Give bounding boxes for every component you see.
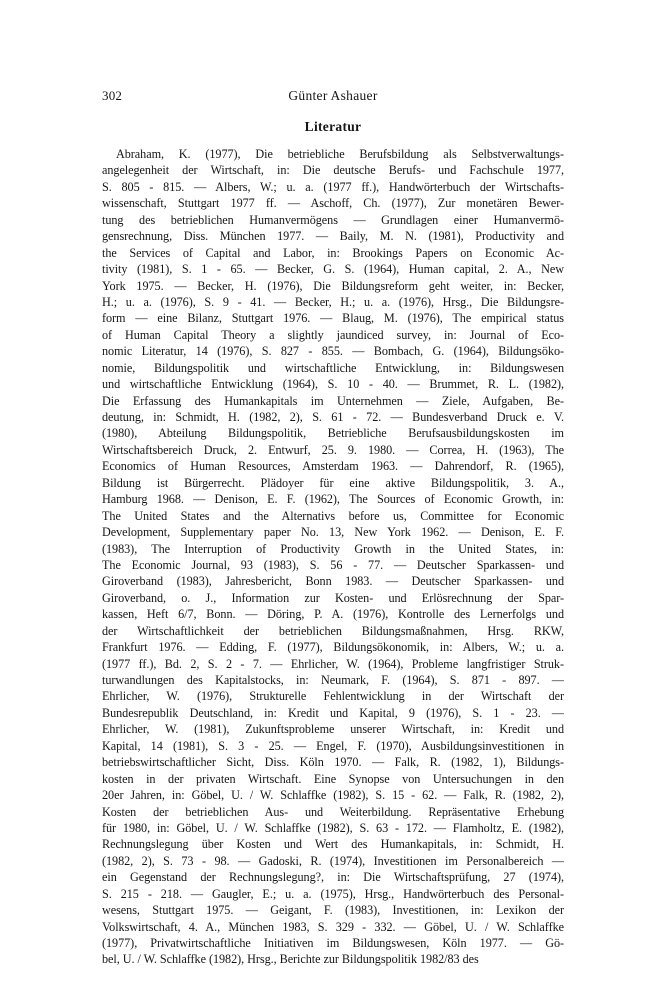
page-header: [102, 88, 564, 104]
text-line: (1980), Abteilung Bildungspolitik, Betriebliche Berufsausbildungskosten im: [102, 426, 564, 441]
text-line: Wirtschaftsbereich Druck, 2. Entwurf, 25. 9. 1980. — Correa, H. (1963), The: [102, 442, 564, 457]
text-line: betriebswirtschaftlicher Sicht, Diss. Köln 1970. — Falk, R. (1982, 1), Bildungs-: [102, 755, 564, 770]
text-line: angelegenheit der Wirtschaft, in: Die deutsche Berufs- und Fachschule 1977,: [102, 163, 564, 178]
text-line: und wirtschaftliche Entwicklung (1964), S. 10 - 40. — Brummet, R. L. (1982),: [102, 377, 564, 392]
text-line: (1983), The Interruption of Productivity Growth in the United States, in:: [102, 541, 564, 556]
text-line: (1977 ff.), Bd. 2, S. 2 - 7. — Ehrlicher, W. (1964), Probleme langfristiger Struk-: [102, 656, 564, 671]
text-line: ein Gegenstand der Rechnungslegung?, in: Die Wirtschaftsprüfung, 27 (1974),: [102, 870, 564, 885]
text-line: wissenschaft, Stuttgart 1977 ff. — Aschoff, Ch. (1977), Zur monetären Bewer-: [102, 196, 564, 211]
text-line: form — eine Bilanz, Stuttgart 1976. — Blaug, M. (1976), The empirical status: [102, 311, 564, 326]
text-line: (1982, 2), S. 73 - 98. — Gadoski, R. (1974), Investitionen im Personalbereich —: [102, 853, 564, 868]
text-line: Development, Supplementary paper No. 13, New York 1962. — Denison, E. F.: [102, 525, 564, 540]
text-line: S. 215 - 218. — Gaugler, E.; u. a. (1975), Hrsg., Handwörterbuch des Personal-: [102, 886, 564, 901]
bibliography-text: [102, 146, 564, 968]
text-line: bel, U. / W. Schlaffke (1982), Hrsg., Berichte zur Bildungspolitik 1982/83 des: [102, 952, 479, 967]
text-line: tung des betrieblichen Humanvermögens — Grundlagen einer Humanvermö-: [102, 212, 564, 227]
text-line: nomic Literatur, 14 (1976), S. 827 - 855. — Bombach, G. (1964), Bildungsöko-: [102, 344, 564, 359]
text-line: deutung, in: Schmidt, H. (1982, 2), S. 61 - 72. — Bundesverband Druck e. V.: [102, 410, 564, 424]
text-line: Economics of Human Resources, Amsterdam 1963. — Dahrendorf, R. (1965),: [102, 459, 564, 474]
text-line: gensrechnung, Diss. München 1977. — Baily, M. N. (1981), Productivity and: [102, 229, 564, 244]
text-line: kassen, Heft 6/7, Bonn. — Döring, P. A. (1976), Kontrolle des Lernerfolgs und: [102, 607, 564, 622]
text-line: Bundesrepublik Deutschland, in: Kredit und Kapital, 9 (1976), S. 1 - 23. —: [102, 705, 564, 720]
page-number: 302: [102, 88, 123, 103]
text-line: für 1980, in: Göbel, U. / W. Schlaffke (1982), S. 63 - 172. — Flamholtz, E. (1982),: [102, 820, 564, 835]
text-line: Kosten der betrieblichen Aus- und Weiterbildung. Repräsentative Erhebung: [102, 804, 564, 819]
text-line: 20er Jahren, in: Göbel, U. / W. Schlaffke (1982), S. 15 - 62. — Falk, R. (1982, 2),: [102, 788, 564, 803]
text-line: Giroverband (1983), Jahresbericht, Bonn 1983. — Deutscher Sparkassen- und: [102, 574, 564, 589]
text-line: Frankfurt 1976. — Edding, F. (1977), Bildungsökonomik, in: Albers, W.; u. a.: [102, 640, 564, 655]
text-line: The Economic Journal, 93 (1983), S. 56 - 77. — Deutscher Sparkassen- und: [102, 557, 564, 572]
text-line: wesens, Stuttgart 1975. — Geigant, F. (1983), Investitionen, in: Lexikon der: [102, 903, 564, 918]
text-line: Bildung ist Bürgerrecht. Plädoyer für eine aktive Bildungspolitik, 3. A.,: [102, 475, 564, 490]
text-line: nomie, Bildungspolitik und wirtschaftliche Entwicklung, in: Bildungswesen: [102, 360, 564, 375]
text-line: Abraham, K. (1977), Die betriebliche Berufsbildung als Selbstverwaltungs-: [116, 147, 564, 161]
text-line: Die Erfassung des Humankapitals im Unternehmen — Ziele, Aufgaben, Be-: [102, 393, 564, 408]
text-line: Giroverband, o. J., Information zur Kosten- und Erlösrechnung der Spar-: [102, 590, 564, 605]
text-line: the Services of Capital and Labor, in: Brookings Papers on Economic Ac-: [102, 245, 564, 260]
text-line: (1977), Privatwirtschaftliche Initiativen im Bildungswesen, Köln 1977. — Gö-: [102, 936, 564, 950]
text-line: Kapital, 14 (1981), S. 3 - 25. — Engel, F. (1970), Ausbildungsinvestitionen in: [102, 738, 564, 753]
text-line: kosten in der privaten Wirtschaft. Eine Synopse von Untersuchungen in den: [102, 771, 564, 786]
running-head-author: Günter Ashauer: [288, 88, 378, 103]
text-line: Ehrlicher, W. (1981), Zukunftsprobleme unserer Wirtschaft, in: Kredit und: [102, 722, 564, 737]
section-title: Literatur: [304, 119, 362, 134]
text-line: turwandlungen des Kapitalstocks, in: Neumark, F. (1964), S. 871 - 897. —: [102, 673, 564, 687]
text-line: tivity (1981), S. 1 - 65. — Becker, G. S. (1964), Human capital, 2. A., New: [102, 262, 564, 277]
text-line: York 1975. — Becker, H. (1976), Die Bildungsreform geht weiter, in: Becker,: [102, 278, 564, 293]
text-line: Rechnungslegung über Kosten und Wert des Humankapitals, in: Schmidt, H.: [102, 837, 564, 852]
text-line: The United States and the Alternativs before us, Committee for Economic: [102, 508, 564, 523]
text-line: Ehrlicher, W. (1976), Strukturelle Fehlentwicklung in der Wirtschaft der: [102, 689, 564, 704]
text-line: H.; u. a. (1976), S. 9 - 41. — Becker, H.; u. a. (1976), Hrsg., Die Bildungsre-: [102, 294, 564, 309]
text-line: S. 805 - 815. — Albers, W.; u. a. (1977 ff.), Handwörterbuch der Wirtschafts-: [102, 179, 564, 194]
text-line: of Human Capital Theory a slightly jaundiced survey, in: Journal of Eco-: [102, 327, 564, 342]
text-line: Hamburg 1968. — Denison, E. F. (1962), The Sources of Economic Growth, in:: [102, 492, 564, 507]
text-line: Volkswirtschaft, 4. A., München 1983, S. 329 - 332. — Göbel, U. / W. Schlaffke: [102, 919, 564, 934]
text-line: der Wirtschaftlichkeit der betrieblichen Bildungsmaßnahmen, Hrsg. RKW,: [102, 623, 564, 638]
